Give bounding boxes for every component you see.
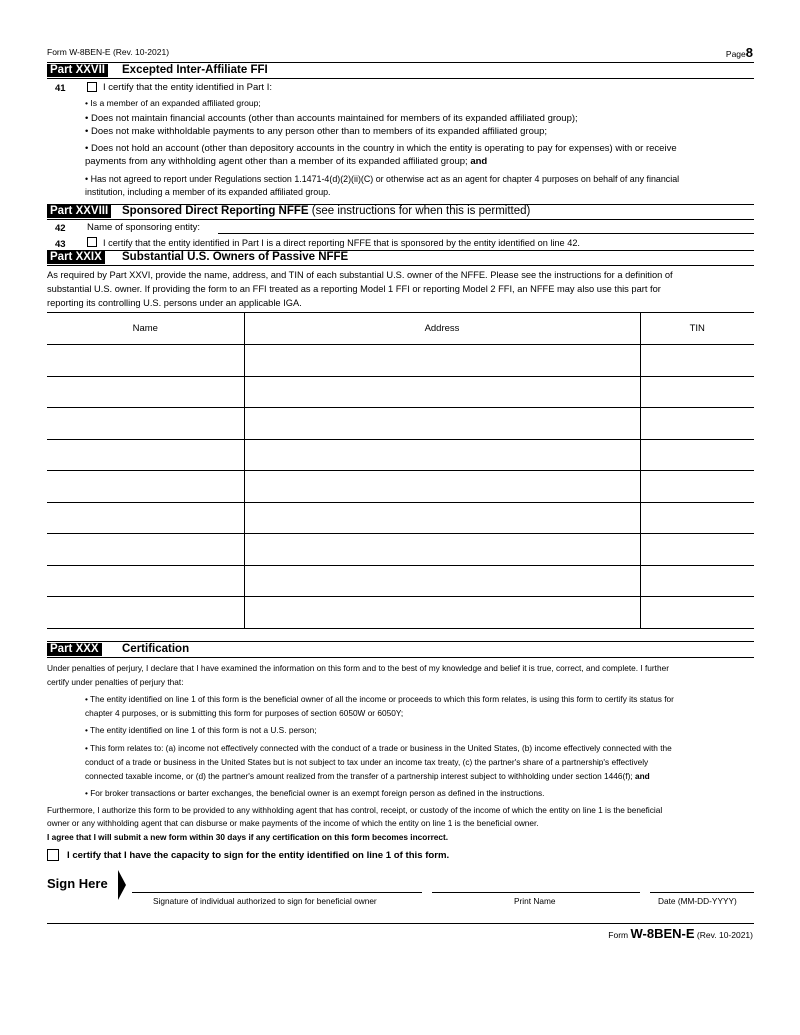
line41-bullet-5-line2: institution, including a member of its expanded affiliated group. (85, 187, 331, 197)
table-row (47, 408, 754, 440)
line42-label: Name of sponsoring entity: (87, 222, 201, 233)
column-header-tin: TIN (640, 312, 754, 345)
furthermore-line2: owner or any withholding agent that can disburse or make payments of the income of which the entity on line 1 is the beneficial owner. (47, 818, 539, 828)
cert-bullet-3-line2: conduct of a trade or business in the United States but is not subject to tax under an income tax treaty, (c) the partner's share of a partnership's effectively (85, 757, 649, 767)
table-row (47, 345, 754, 377)
owner-address-cell[interactable] (244, 565, 640, 597)
column-header-name: Name (47, 312, 244, 345)
owner-address-cell[interactable] (244, 345, 640, 377)
part28-title (122, 205, 530, 218)
line41-number: 41 (55, 83, 66, 94)
owner-name-cell[interactable] (47, 565, 244, 597)
part29-intro-line2: substantial U.S. owner. If providing the form to an FFI treated as a reporting Model 1 FFI or reporting Model 2 FFI, an NFFE may also use this part for (47, 284, 661, 294)
owner-tin-cell[interactable] (640, 597, 754, 629)
cert-bullet-3-and: and (634, 771, 650, 781)
line43-text: I certify that the entity identified in Part I is a direct reporting NFFE that is sponsored by the entity identified on line 42. (103, 238, 580, 248)
line41-bullet-5-line1: • Has not agreed to report under Regulations section 1.1471-4(d)(2)(ii)(C) or otherwise act as an agent for chapter 4 purposes on behalf of any financial (85, 174, 680, 184)
table-row (47, 565, 754, 597)
footer-form-id (608, 926, 753, 941)
line43-checkbox[interactable] (87, 237, 97, 247)
table-row (47, 376, 754, 408)
owners-table (47, 312, 754, 629)
table-row (47, 534, 754, 566)
owners-table-header (47, 312, 754, 345)
signature-caption: Signature of individual authorized to sign for beneficial owner (153, 896, 377, 906)
table-row (47, 502, 754, 534)
part29-tag: Part XXIX (47, 251, 105, 264)
print-name-caption: Print Name (514, 896, 556, 906)
owner-name-cell[interactable] (47, 345, 244, 377)
footer-revision: (Rev. 10-2021) (696, 930, 753, 940)
sponsoring-entity-input[interactable] (218, 233, 754, 234)
part30-top-rule (47, 641, 754, 642)
part29-intro-line1: As required by Part XXVI, provide the name, address, and TIN of each substantial U.S. owner of the NFFE. Please see the instructions for a definition of (47, 270, 673, 280)
page-indicator (726, 44, 753, 62)
page-number: 8 (745, 45, 753, 60)
sign-here-label: Sign Here (47, 876, 108, 891)
page-label: Page (725, 49, 746, 59)
owner-name-cell[interactable] (47, 597, 244, 629)
owner-address-cell[interactable] (244, 471, 640, 503)
line43-number: 43 (55, 239, 66, 250)
owner-address-cell[interactable] (244, 502, 640, 534)
table-row (47, 439, 754, 471)
owner-name-cell[interactable] (47, 471, 244, 503)
line41-bullet-1: • Is a member of an expanded affiliated group; (85, 98, 261, 108)
owner-tin-cell[interactable] (640, 502, 754, 534)
line41-bullet-4-text: payments from any withholding agent other than a member of its expanded affiliated group; (85, 156, 468, 167)
cert-bullet-1-line2: chapter 4 purposes, or is submitting this form for purposes of section 6050W or 6050Y; (85, 708, 404, 718)
footer-form-prefix: Form (608, 930, 629, 940)
part30-title: Certification (122, 643, 190, 655)
line41-bullet-3: • Does not make withholdable payments to any person other than to members of its expanded affiliated group; (85, 126, 548, 137)
part27-title: Excepted Inter-Affiliate FFI (122, 64, 268, 76)
cert-bullet-3-line1: • This form relates to: (a) income not effectively connected with the conduct of a trade or business in the United States, (b) income effectively connected with the (85, 743, 672, 753)
line41-bullet-4-and: and (470, 156, 488, 167)
form-header-id: Form W-8BEN-E (Rev. 10-2021) (47, 47, 170, 57)
owner-tin-cell[interactable] (640, 376, 754, 408)
part28-tag: Part XXVIII (47, 205, 111, 218)
line41-bullet-4-line1: • Does not hold an account (other than depository accounts in the country in which the entity is operating to pay for expenses) with or receive (85, 143, 677, 154)
owner-tin-cell[interactable] (640, 565, 754, 597)
owner-tin-cell[interactable] (640, 439, 754, 471)
line41-bullet-4-line2 (85, 155, 487, 168)
owner-address-cell[interactable] (244, 376, 640, 408)
sign-here-arrow-icon (116, 870, 128, 900)
part29-title-rule (47, 265, 754, 266)
owner-name-cell[interactable] (47, 408, 244, 440)
line41-certify-text: I certify that the entity identified in Part I: (103, 82, 272, 93)
line42-number: 42 (55, 223, 66, 234)
owner-address-cell[interactable] (244, 534, 640, 566)
part30-title-rule (47, 657, 754, 658)
owner-tin-cell[interactable] (640, 471, 754, 503)
part27-title-rule (47, 78, 754, 79)
header-rule (47, 62, 754, 63)
table-row (47, 471, 754, 503)
part27-tag: Part XXVII (47, 64, 108, 77)
cert-intro-line1: Under penalties of perjury, I declare that I have examined the information on this form and to the best of my knowledge and belief it is true, correct, and complete. I further (47, 663, 669, 673)
line41-bullet-2: • Does not maintain financial accounts (other than accounts maintained for members of its expanded affiliated group); (85, 113, 578, 124)
cert-bullet-4: • For broker transactions or barter exchanges, the beneficial owner is an exempt foreign person as defined in the instructions. (85, 788, 545, 798)
part28-title-rule (47, 219, 754, 220)
owner-name-cell[interactable] (47, 376, 244, 408)
part29-title: Substantial U.S. Owners of Passive NFFE (122, 251, 349, 263)
owner-tin-cell[interactable] (640, 345, 754, 377)
owner-name-cell[interactable] (47, 439, 244, 471)
owner-name-cell[interactable] (47, 502, 244, 534)
cert-bullet-1-line1: • The entity identified on line 1 of this form is the beneficial owner of all the income or proceeds to which this form relates, is using this form to certify its status for (85, 694, 674, 704)
capacity-text: I certify that I have the capacity to sign for the entity identified on line 1 of this form. (67, 850, 450, 861)
part28-title-note: (see instructions for when this is permitted) (311, 205, 531, 217)
footer-rule (47, 923, 754, 924)
part30-tag: Part XXX (47, 643, 102, 656)
cert-bullet-3-line3 (85, 769, 650, 784)
part28-title-text: Sponsored Direct Reporting NFFE (122, 205, 309, 217)
furthermore-line1: Furthermore, I authorize this form to be provided to any withholding agent that has control, receipt, or custody of the income of which the entity on line 1 is the beneficial (47, 805, 663, 815)
print-name-line[interactable] (432, 892, 640, 893)
owner-name-cell[interactable] (47, 534, 244, 566)
cert-bullet-3-text: connected taxable income, or (d) the partner's amount realized from the transfer of a partnership interest subject to withholding under section 1446(f); (85, 771, 633, 781)
table-row (47, 597, 754, 629)
owner-address-cell[interactable] (244, 408, 640, 440)
column-header-address: Address (244, 312, 640, 345)
owner-tin-cell[interactable] (640, 534, 754, 566)
agree-statement: I agree that I will submit a new form within 30 days if any certification on this form becomes incorrect. (47, 832, 449, 842)
capacity-checkbox[interactable] (47, 849, 59, 861)
date-caption: Date (MM-DD-YYYY) (658, 896, 737, 906)
line41-checkbox[interactable] (87, 82, 97, 92)
owner-tin-cell[interactable] (640, 408, 754, 440)
date-line[interactable] (650, 892, 754, 893)
cert-intro-line2: certify under penalties of perjury that: (47, 677, 184, 687)
footer-form-name: W-8BEN-E (630, 926, 695, 941)
owner-address-cell[interactable] (244, 597, 640, 629)
cert-bullet-2: • The entity identified on line 1 of this form is not a U.S. person; (85, 725, 317, 735)
signature-line[interactable] (132, 892, 422, 893)
owner-address-cell[interactable] (244, 439, 640, 471)
part29-intro-line3: reporting its controlling U.S. persons under an applicable IGA. (47, 298, 302, 308)
